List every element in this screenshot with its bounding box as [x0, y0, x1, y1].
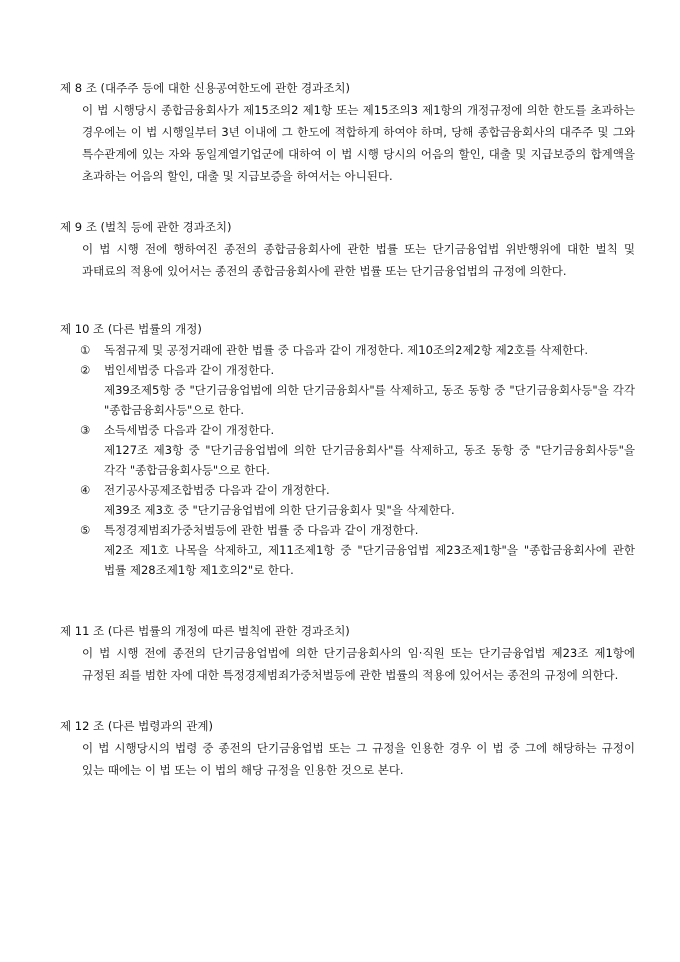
article-body: 이 법 시행당시 종합금융회사가 제15조의2 제1항 또는 제15조의3 제1항의 개정규정에 의한 한도를 초과하는 경우에는 이 법 시행일부터 3년 이내에 그 한도에 적합하게 하여야 하며, 당해 종합금융회사의 대주주 및 그와 특수관계에 있는 자와 동일계열기업군에 대하여 이 법 시행 당시의 어음의 할인, 대출 및 지급보증의 합계액을 초과하는 어음의 할인, 대출 및 지급보증을 하여서는 아니된다.	[82, 103, 635, 183]
item-number: ④	[80, 483, 91, 497]
item-text: 독점규제 및 공정거래에 관한 법률 중 다음과 같이 개정한다. 제10조의2제2항 제2호를 삭제한다.	[104, 343, 589, 357]
article-heading: 제 12 조 (다른 법령과의 관계)	[60, 719, 213, 733]
item-number: ①	[80, 343, 91, 357]
article-body: 이 법 시행당시의 법령 중 종전의 단기금융업법 또는 그 규정을 인용한 경우 이 법 중 그에 해당하는 규정이 있는 때에는 이 법 또는 이 법의 해당 규정을 인용한 것으로 본다.	[82, 741, 635, 777]
article-body: 이 법 시행 전에 종전의 단기금융업법에 의한 단기금융회사의 임·직원 또는 단기금융업법 제23조 제1항에 규정된 죄를 범한 자에 대한 특정경제범죄가중처벌등에 관한 법률의 적용에 있어서는 종전의 규정에 의한다.	[82, 646, 635, 682]
item-text: 법인세법중 다음과 같이 개정한다.	[104, 363, 275, 377]
article-heading: 제 11 조 (다른 법률의 개정에 따른 벌칙에 관한 경과조치)	[60, 624, 350, 638]
item-detail: 제2조 제1호 나목을 삭제하고, 제11조제1항 중 "단기금융업법 제23조제1항"을 "종합금융회사에 관한 법률 제28조제1항 제1호의2"로 한다.	[104, 543, 635, 577]
article-heading: 제 8 조 (대주주 등에 대한 신용공여한도에 관한 경과조치)	[60, 81, 350, 95]
item-detail: 제39조 제3호 중 "단기금융업법에 의한 단기금융회사 및"을 삭제한다.	[104, 503, 455, 517]
item-text: 소득세법중 다음과 같이 개정한다.	[104, 423, 275, 437]
article-heading: 제 9 조 (벌칙 등에 관한 경과조치)	[60, 220, 232, 234]
item-number: ⑤	[80, 523, 91, 537]
article-11	[60, 620, 635, 686]
list-item	[60, 480, 635, 520]
list-item	[60, 340, 635, 360]
article-12	[60, 715, 635, 781]
list-item	[60, 360, 635, 420]
item-text: 전기공사공제조합법중 다음과 같이 개정한다.	[104, 483, 330, 497]
article-8	[60, 77, 635, 187]
item-number: ③	[80, 423, 91, 437]
item-detail: 제39조제5항 중 "단기금융업법에 의한 단기금융회사"를 삭제하고, 동조 동항 중 "단기금융회사등"을 각각 "종합금융회사등"으로 한다.	[104, 383, 635, 417]
list-item	[60, 520, 635, 580]
list-item	[60, 420, 635, 480]
article-body: 이 법 시행 전에 행하여진 종전의 종합금융회사에 관한 법률 또는 단기금융업법 위반행위에 대한 벌칙 및 과태료의 적용에 있어서는 종전의 종합금융회사에 관한 법률 또는 단기금융업법의 규정에 의한다.	[82, 242, 635, 278]
article-10	[60, 318, 635, 580]
item-text: 특정경제범죄가중처벌등에 관한 법률 중 다음과 같이 개정한다.	[104, 523, 419, 537]
article-9	[60, 216, 635, 282]
article-heading: 제 10 조 (다른 법률의 개정)	[60, 322, 202, 336]
item-number: ②	[80, 363, 91, 377]
item-detail: 제127조 제3항 중 "단기금융업법에 의한 단기금융회사"를 삭제하고, 동조 동항 중 "단기금융회사등"을 각각 "종합금융회사등"으로 한다.	[104, 443, 635, 477]
